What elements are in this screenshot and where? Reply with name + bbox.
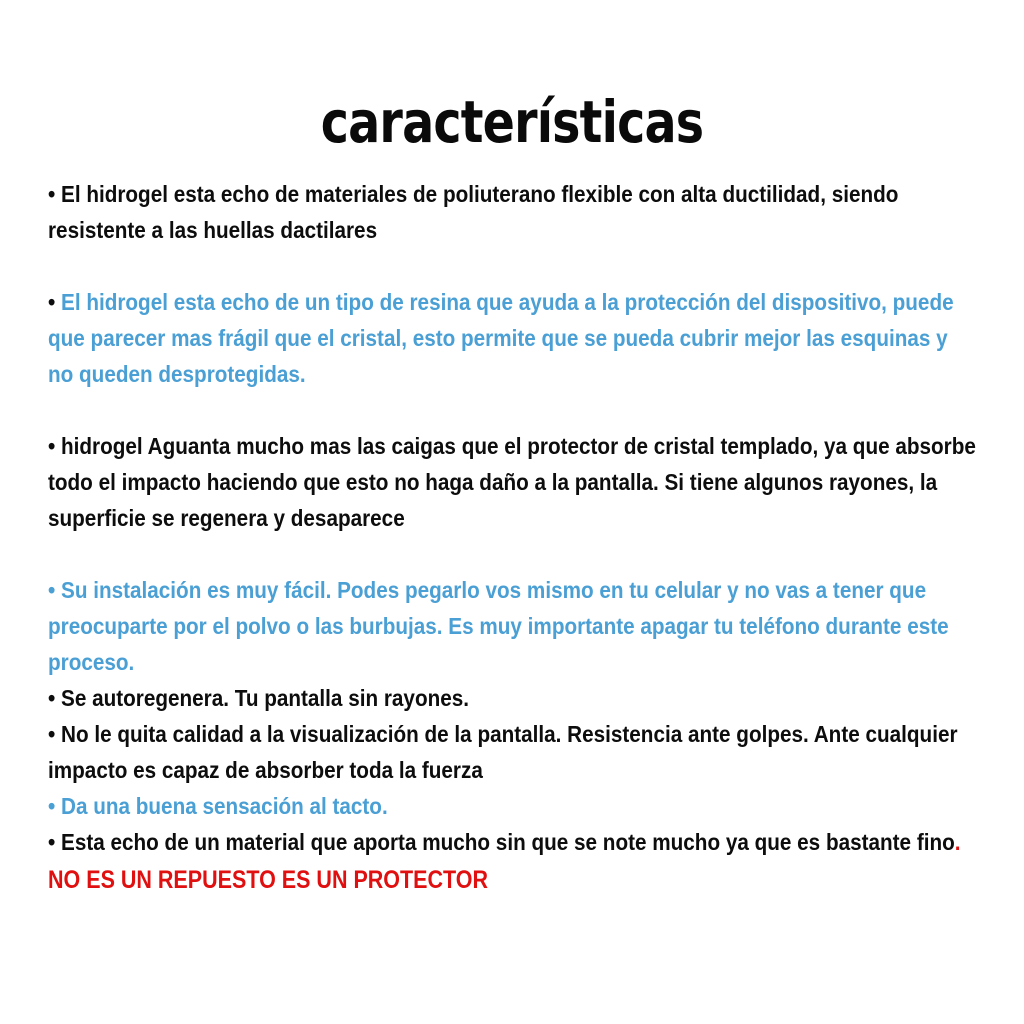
- bullet-icon: •: [48, 721, 56, 747]
- feature-text-8: Esta echo de un material que aporta mucho sin que se note mucho ya que es bastante fino: [61, 829, 955, 855]
- feature-text-5: Se autoregenera. Tu pantalla sin rayones.: [61, 685, 470, 711]
- warning-notice: NO ES UN REPUESTO ES UN PROTECTOR: [48, 866, 489, 894]
- bullet-icon: •: [48, 577, 56, 603]
- feature-text-6: No le quita calidad a la visualización de la pantalla. Resistencia ante golpes. Ante cualquier impacto es capaz de absorber toda la fuerza: [48, 721, 958, 783]
- feature-item-7: [48, 788, 978, 824]
- feature-item-3: [48, 428, 978, 536]
- feature-item-8: [48, 824, 978, 860]
- bullet-icon: •: [48, 433, 56, 459]
- feature-item-1: [48, 176, 978, 248]
- feature-text-2: El hidrogel esta echo de un tipo de resina que ayuda a la protección del dispositivo, puede que parecer mas frágil que el cristal, esto permite que se pueda cubrir mejor las esquinas y no queden desprotegidas.: [48, 289, 954, 387]
- page-title: características: [320, 88, 704, 156]
- feature-item-5: [48, 680, 978, 716]
- bullet-icon: •: [48, 793, 56, 819]
- feature-item-2: [48, 284, 978, 392]
- bullet-icon: •: [48, 829, 56, 855]
- feature-text-4: Su instalación es muy fácil. Podes pegarlo vos mismo en tu celular y no vas a tener que preocuparte por el polvo o las burbujas. Es muy importante apagar tu teléfono durante este proceso.: [48, 577, 949, 675]
- feature-text-1: El hidrogel esta echo de materiales de poliuterano flexible con alta ductilidad, siendo resistente a las huellas dactilares: [48, 181, 899, 243]
- feature-text-3: hidrogel Aguanta mucho mas las caigas que el protector de cristal templado, ya que absorbe todo el impacto haciendo que esto no haga daño a la pantalla. Si tiene algunos rayones, la superficie se regenera y desaparece: [48, 433, 976, 531]
- feature-item-6: [48, 716, 978, 788]
- trailing-period: .: [954, 829, 961, 855]
- feature-item-4: [48, 572, 978, 680]
- bullet-icon: •: [48, 685, 56, 711]
- feature-text-7: Da una buena sensación al tacto.: [61, 793, 388, 819]
- bullet-icon: •: [48, 289, 56, 315]
- bullet-icon: •: [48, 181, 56, 207]
- features-list: [48, 176, 978, 898]
